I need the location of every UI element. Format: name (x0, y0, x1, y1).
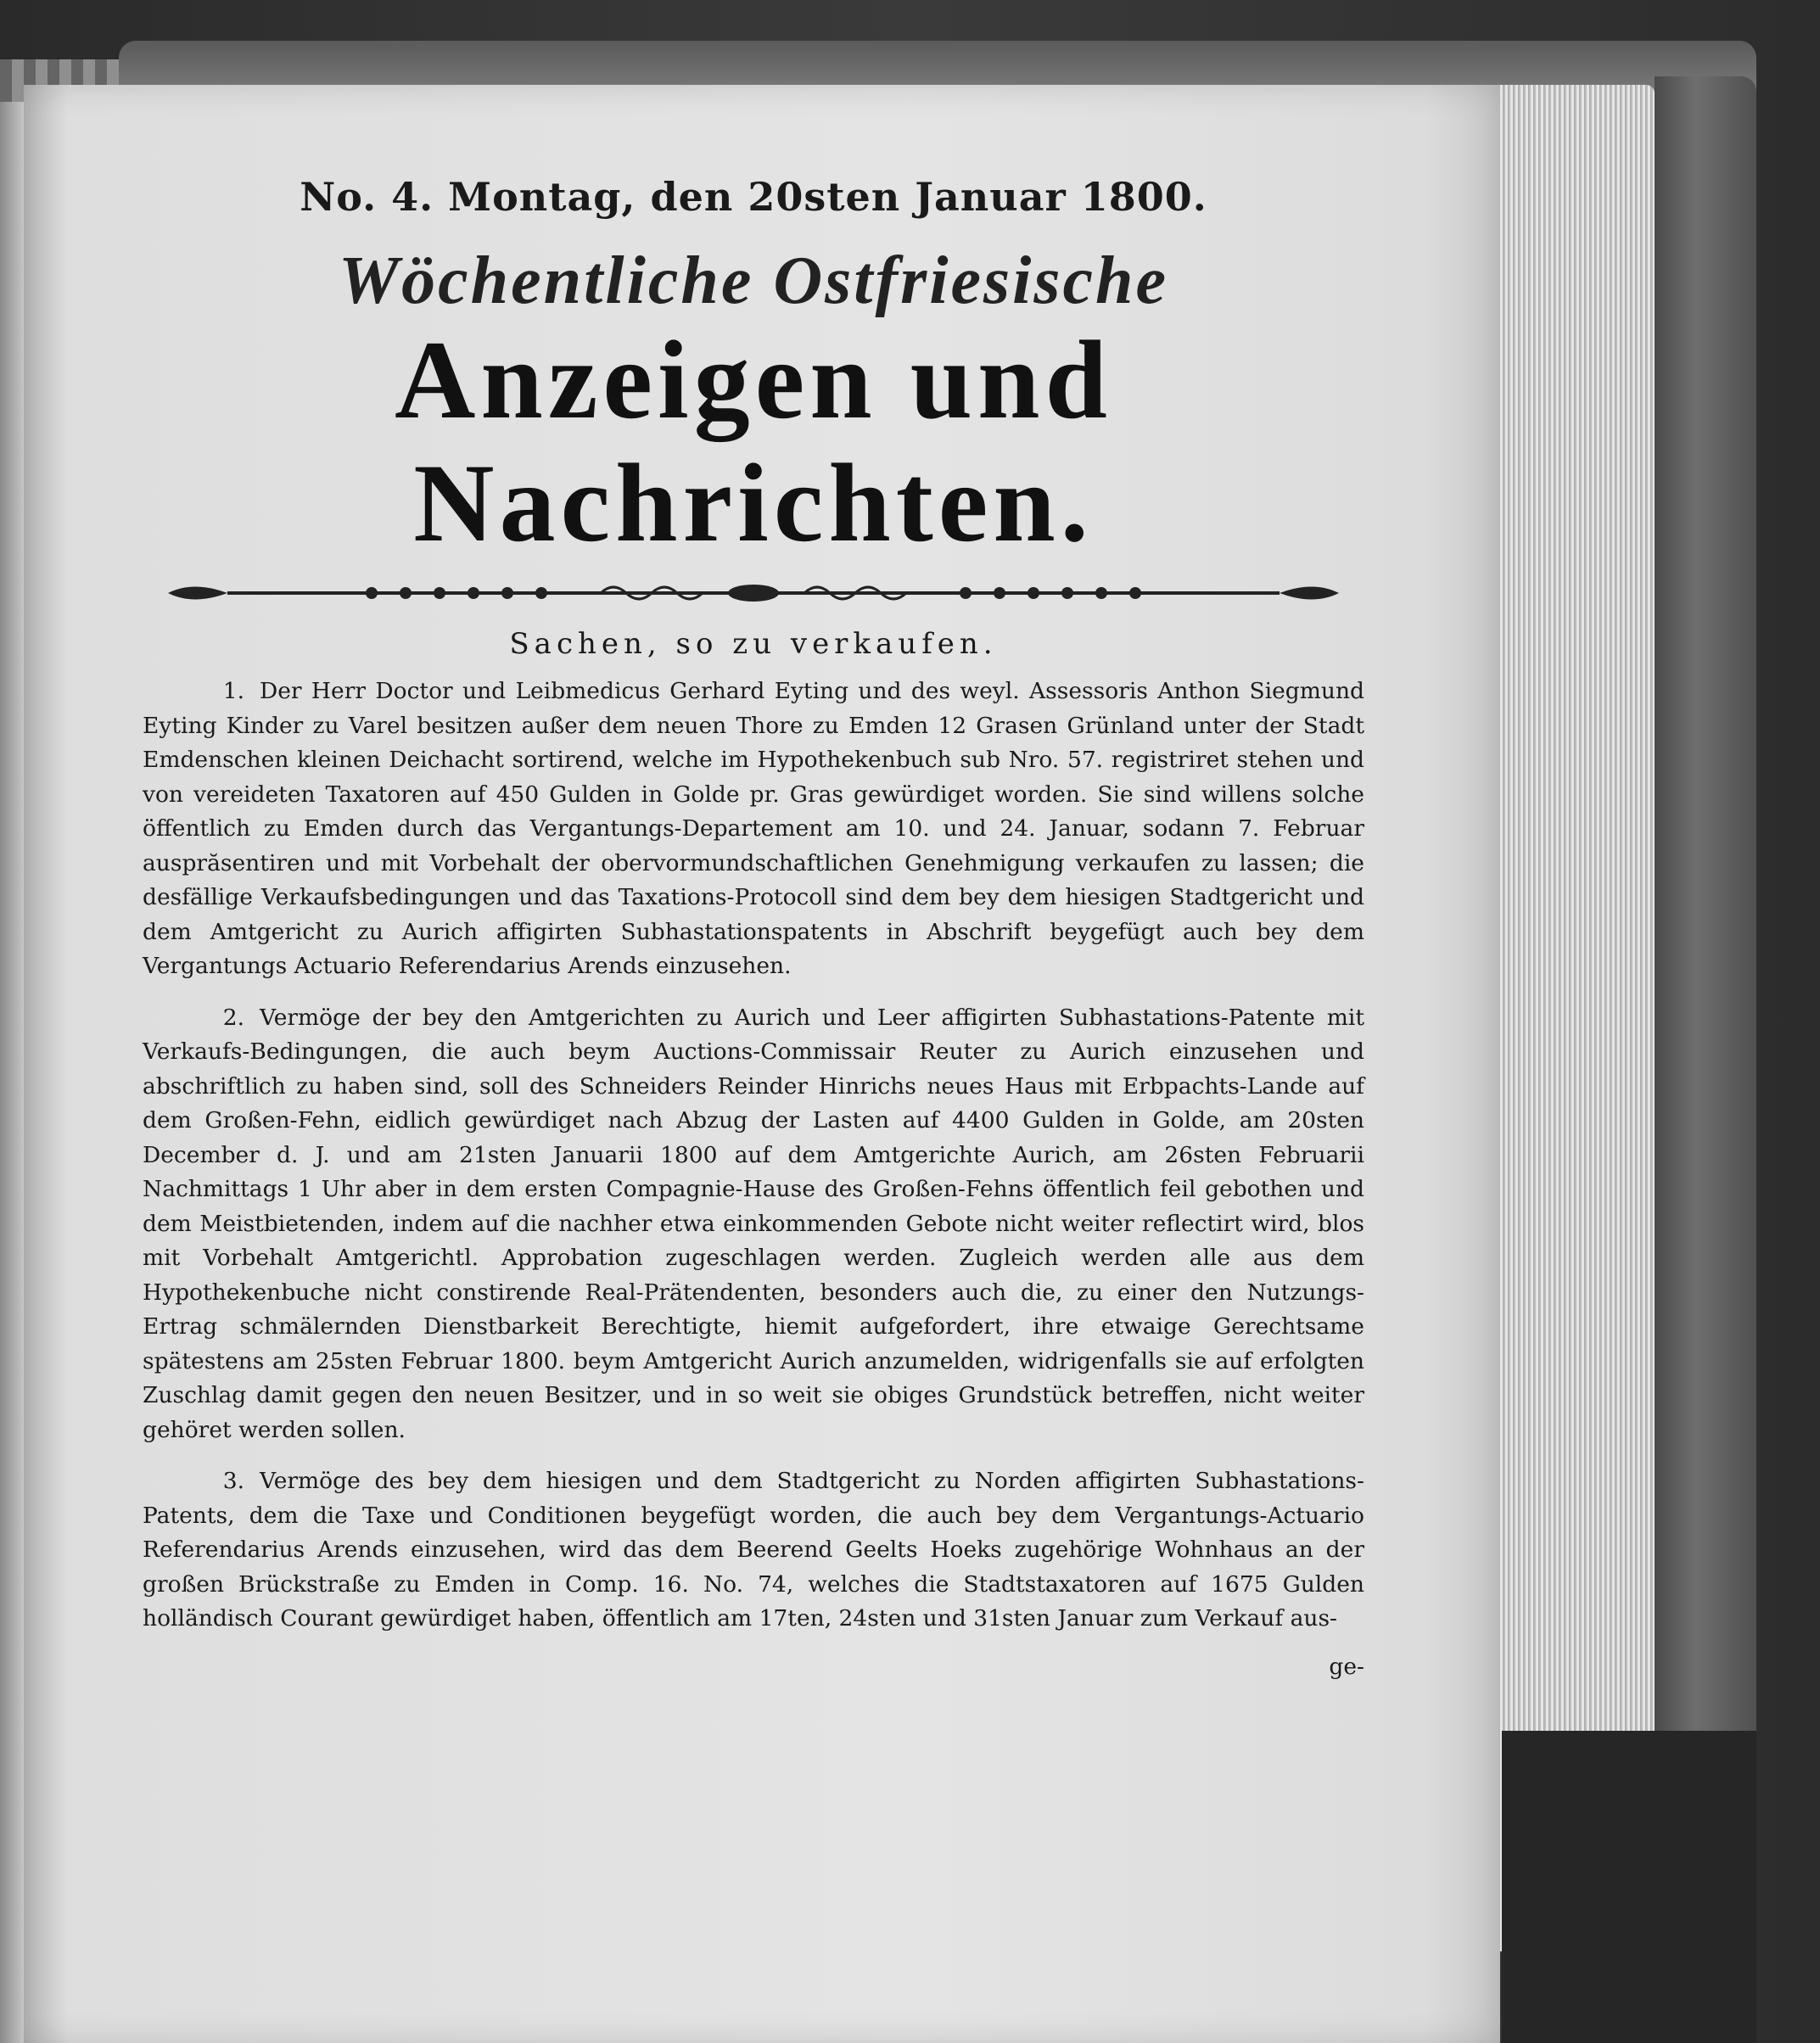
paragraph-3 (143, 1464, 1364, 1637)
paragraph-number: 1. (222, 678, 244, 705)
ornament-divider-icon (160, 576, 1347, 610)
masthead-line2: Anzeigen und Nachrichten. (395, 317, 1112, 566)
paragraph-number: 2. (222, 1004, 244, 1031)
paragraph-1 (143, 674, 1364, 984)
paragraph-2 (143, 1001, 1364, 1448)
issue-line: No. 4. Montag, den 20sten Januar 1800. (300, 174, 1207, 220)
page-edges (1493, 85, 1655, 1951)
masthead-line1: Wöchentliche Ostfriesische (339, 243, 1168, 318)
newspaper-page (24, 85, 1500, 2043)
page-content (143, 174, 1364, 1680)
paragraph-text: Vermöge der bey den Amtgerichten zu Aurich und Leer affigirten Subhastations-Patente mit Verkaufs-Bedingungen, die auch beym Auctions-Commissair Reuter zu Aurich einzusehen und abschriftlich zu haben sind, soll des Schneiders Reinder Hinrichs neues Haus mit Erbpachts-Lande auf dem Großen-Fehn, eidlich gewürdiget nach Abzug der Lasten auf 4400 Gulden in Golde, am 20sten December d. J. und am 21sten Januarii 1800 auf dem Amtgerichte Aurich, am 26sten Februarii Nachmittags 1 Uhr aber in dem ersten Compagnie-Hause des Großen-Fehns öffentlich feil gebothen und dem Meistbietenden, indem auf die nachher etwa einkommenden Gebote nicht weiter reflectirt wird, blos mit Vorbehalt Amtgerichtl. Approbation zugeschlagen werden. Zugleich werden alle aus dem Hypothekenbuche nicht constirende Real-Prätendenten, besonders auch die, zu einer den Nutzungs-Ertrag schmälernden Dienstbarkeit Berechtigte, hiemit aufgefordert, ihre etwaige Gerechtsame spätestens am 25sten Februar 1800. beym Amtgericht Aurich anzumelden, widrigenfalls sie auf erfolgten Zuschlag damit gegen den neuen Besitzer, und in so weit sie obiges Grundstück betreffen, nicht weiter gehöret werden sollen. (143, 1004, 1364, 1443)
paragraph-number: 3. (222, 1468, 244, 1495)
paragraph-text: Der Herr Doctor und Leibmedicus Gerhard Eyting und des weyl. Assessoris Anthon Siegmund Eyting Kinder zu Varel besitzen außer dem neuen Thore zu Emden 12 Grasen Grünland unter der Stadt Emdenschen kleinen Deichacht sortirend, welche im Hypothekenbuch sub Nro. 57. registriret stehen und von vereideten Taxatoren auf 450 Gulden in Golde pr. Gras gewürdiget worden. Sie sind willens solche öffentlich zu Emden durch das Vergantungs-Departement am 10. und 24. Januar, sodann 7. Februar ausprăsentiren und mit Vorbehalt der obervormundschaftlichen Genehmigung verkaufen zu lassen; die desfällige Verkaufsbedingungen und das Taxations-Protocoll sind dem bey dem hiesigen Stadtgericht und dem Amtgericht zu Aurich affigirten Subhastationspatents in Abschrift beygefügt auch bey dem Vergantungs Actuario Referendarius Arends einzusehen. (143, 678, 1364, 980)
section-heading: Sachen, so zu verkaufen. (509, 627, 998, 662)
paragraph-text: Vermöge des bey dem hiesigen und dem Stadtgericht zu Norden affigirten Subhastations-Patents, dem die Taxe und Conditionen beygefügt worden, die auch bey dem Vergantungs-Actuario Referendarius Arends einzusehen, wird das dem Beerend Geelts Hoeks zugehörige Wohnhaus an der großen Brückstraße zu Emden in Comp. 16. No. 74, welches die Stadtstaxatoren auf 1675 Gulden holländisch Courant gewürdiget haben, öffentlich am 17ten, 24sten und 31sten Januar zum Verkauf aus- (143, 1468, 1364, 1632)
book-shadow (1502, 1731, 1756, 2043)
book-cover-right (1655, 76, 1756, 1867)
left-page-edge (0, 102, 25, 2043)
catchword: ge- (1329, 1653, 1364, 1680)
